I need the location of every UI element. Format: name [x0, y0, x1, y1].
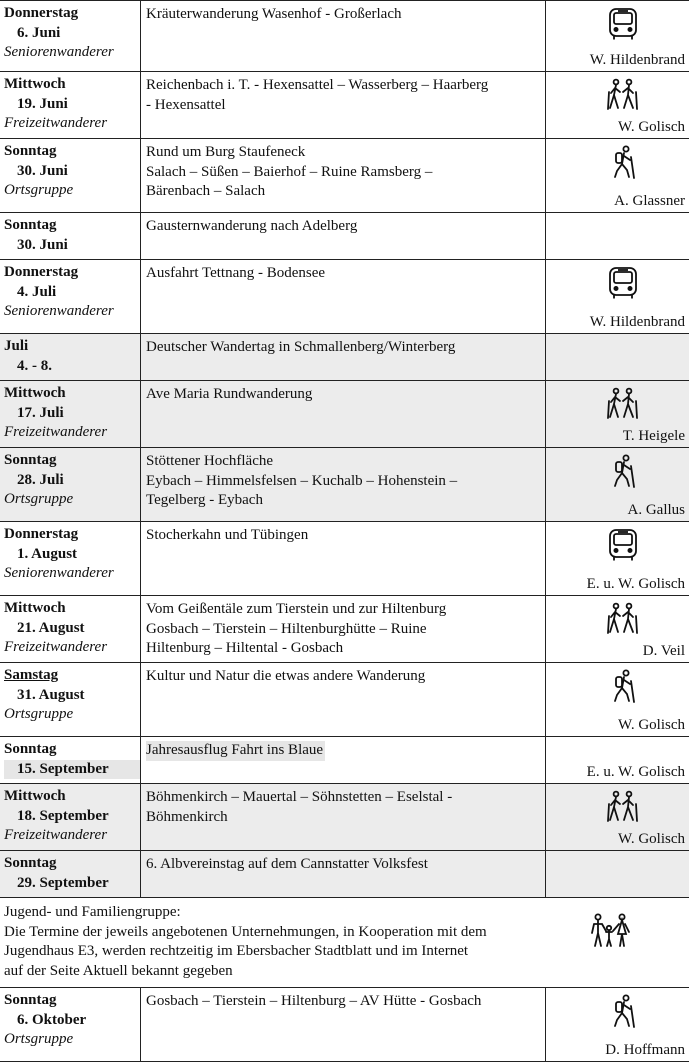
schedule-row [0, 72, 689, 139]
event-date: 6. Juni [17, 24, 61, 41]
date-cell [0, 988, 141, 1061]
leader-cell [546, 663, 689, 736]
route-description [141, 1, 546, 71]
route-description [141, 522, 546, 595]
route-line: Reichenbach i. T. - Hexensattel – Wasserberg – Haarberg [146, 77, 489, 93]
family-text-line: auf der Seite Aktuell bekannt gegeben [4, 962, 233, 979]
event-date: 17. Juli [17, 404, 64, 421]
walking-couple-icon [606, 387, 640, 421]
route-description [141, 663, 546, 736]
hiker-icon [606, 994, 640, 1028]
date-cell [0, 213, 141, 259]
family-group-row [0, 898, 689, 988]
route-line: Gosbach – Tierstein – Hiltenburghütte – Ruine [146, 620, 427, 637]
event-date: 31. August [17, 686, 85, 703]
group-name: Freizeitwanderer [4, 115, 108, 131]
event-date: 30. Juni [17, 162, 68, 179]
leader-cell [546, 213, 689, 259]
route-line: Salach – Süßen – Baierhof – Ruine Ramsberg – [146, 163, 433, 180]
route-line: Vom Geißentäle zum Tierstein und zur Hiltenburg [146, 601, 447, 617]
leader-cell [546, 988, 689, 1061]
tour-leader: D. Veil [642, 643, 685, 659]
leader-cell [546, 1, 689, 71]
route-line: Eybach – Himmelsfelsen – Kuchalb – Hohenstein – [146, 472, 458, 489]
leader-cell [546, 334, 689, 380]
weekday: Juli [4, 338, 29, 354]
leader-cell [546, 522, 689, 595]
event-date: 30. Juni [17, 236, 68, 253]
schedule-row [0, 260, 689, 334]
route-line: Deutscher Wandertag in Schmallenberg/Winterberg [146, 339, 456, 355]
event-date: 21. August [17, 619, 85, 636]
weekday: Sonntag [4, 143, 57, 159]
event-date: 19. Juni [17, 95, 68, 112]
group-name: Seniorenwanderer [4, 303, 114, 319]
schedule-row [0, 448, 689, 522]
weekday: Sonntag [4, 992, 57, 1008]
tour-leader: E. u. W. Golisch [586, 576, 685, 592]
route-description [141, 334, 546, 380]
group-name: Ortsgruppe [4, 182, 74, 198]
family-text-line: Jugendhaus E3, werden rechtzeitig im Ebersbacher Stadtblatt und im Internet [4, 943, 469, 959]
route-line: Kräuterwanderung Wasenhof - Großerlach [146, 6, 402, 22]
leader-cell [546, 139, 689, 212]
hiker-icon [606, 145, 640, 179]
route-description [141, 784, 546, 850]
walking-couple-icon [606, 602, 640, 636]
route-line: 6. Albvereinstag auf dem Cannstatter Volksfest [146, 856, 428, 872]
event-date: 4. - 8. [17, 357, 52, 374]
date-cell [0, 851, 141, 897]
event-date: 15. September [4, 760, 140, 780]
date-cell [0, 596, 141, 662]
route-description [141, 139, 546, 212]
weekday: Mittwoch [4, 385, 66, 401]
leader-cell [546, 260, 689, 333]
family-icon [588, 912, 634, 948]
route-line: Kultur und Natur die etwas andere Wanderung [146, 668, 426, 684]
route-line: Stocherkahn und Tübingen [146, 527, 309, 543]
route-line: Gausternwanderung nach Adelberg [146, 218, 358, 234]
weekday: Mittwoch [4, 76, 66, 92]
route-description [141, 851, 546, 897]
tour-leader: W. Golisch [618, 831, 685, 847]
group-name: Ortsgruppe [4, 1031, 74, 1047]
family-text-line: Jugend- und Familiengruppe: [4, 904, 181, 920]
tour-leader: T. Heigele [622, 428, 685, 444]
date-cell [0, 784, 141, 850]
date-cell [0, 139, 141, 212]
route-line: Böhmenkirch – Mauertal – Söhnstetten – Eselstal - [146, 789, 453, 805]
bus-icon [606, 7, 640, 41]
route-line: Tegelberg - Eybach [146, 492, 263, 508]
tour-leader: A. Gallus [627, 502, 685, 518]
date-cell [0, 381, 141, 447]
route-line: Jahresausflug Fahrt ins Blaue [146, 741, 325, 761]
route-line: Hiltenburg – Hiltental - Gosbach [146, 640, 344, 656]
tour-leader: W. Golisch [618, 119, 685, 135]
tour-leader: A. Glassner [614, 193, 685, 209]
group-name: Freizeitwanderer [4, 827, 108, 843]
bus-icon [606, 528, 640, 562]
event-date: 4. Juli [17, 283, 57, 300]
weekday: Mittwoch [4, 788, 66, 804]
route-line: Ausfahrt Tettnang - Bodensee [146, 265, 326, 281]
route-line: - Hexensattel [146, 96, 226, 113]
schedule-row [0, 213, 689, 260]
leader-cell [546, 784, 689, 850]
schedule-row [0, 381, 689, 448]
weekday: Sonntag [4, 741, 57, 757]
leader-cell [546, 596, 689, 662]
bus-icon [606, 266, 640, 300]
weekday: Donnerstag [4, 264, 79, 280]
schedule-row [0, 596, 689, 663]
schedule-row [0, 988, 689, 1062]
route-description [141, 72, 546, 138]
date-cell [0, 334, 141, 380]
leader-cell [546, 737, 689, 783]
tour-leader: W. Hildenbrand [589, 314, 685, 330]
date-cell [0, 260, 141, 333]
weekday: Sonntag [4, 855, 57, 871]
event-date: 6. Oktober [17, 1011, 87, 1028]
group-name: Freizeitwanderer [4, 639, 108, 655]
schedule-row [0, 851, 689, 898]
tour-leader: W. Golisch [618, 717, 685, 733]
event-date: 18. September [17, 807, 109, 824]
schedule-row [0, 663, 689, 737]
group-name: Ortsgruppe [4, 706, 74, 722]
schedule-row [0, 522, 689, 596]
family-text-line: Die Termine der jeweils angebotenen Unternehmungen, in Kooperation mit dem [4, 923, 487, 940]
tour-leader: D. Hoffmann [605, 1042, 685, 1058]
event-date: 28. Juli [17, 471, 64, 488]
leader-cell [546, 851, 689, 897]
route-line: Gosbach – Tierstein – Hiltenburg – AV Hütte - Gosbach [146, 993, 482, 1009]
date-cell [0, 72, 141, 138]
date-cell [0, 448, 141, 521]
weekday: Donnerstag [4, 526, 79, 542]
schedule-row [0, 334, 689, 381]
hiker-icon [606, 669, 640, 703]
walking-couple-icon [606, 78, 640, 112]
route-description [141, 260, 546, 333]
weekday: Donnerstag [4, 5, 79, 21]
schedule-row [0, 784, 689, 851]
route-line: Stöttener Hochfläche [146, 453, 274, 469]
leader-cell [546, 72, 689, 138]
date-cell [0, 1, 141, 71]
schedule-row [0, 737, 689, 784]
weekday: Mittwoch [4, 600, 66, 616]
leader-cell [546, 381, 689, 447]
weekday: Sonntag [4, 217, 57, 233]
route-line: Böhmenkirch [146, 808, 228, 825]
route-description [141, 381, 546, 447]
schedule-row [0, 0, 689, 72]
date-cell [0, 663, 141, 736]
tour-leader: W. Hildenbrand [589, 52, 685, 68]
route-description [141, 448, 546, 521]
weekday: Samstag [4, 667, 59, 683]
group-name: Seniorenwanderer [4, 565, 114, 581]
route-line: Ave Maria Rundwanderung [146, 386, 313, 402]
route-description [141, 737, 546, 783]
family-group-text [0, 898, 689, 987]
event-date: 29. September [17, 874, 109, 891]
route-description [141, 988, 546, 1061]
group-name: Seniorenwanderer [4, 44, 114, 60]
walking-couple-icon [606, 790, 640, 824]
route-line: Rund um Burg Staufeneck [146, 144, 306, 160]
group-name: Ortsgruppe [4, 491, 74, 507]
group-name: Freizeitwanderer [4, 424, 108, 440]
event-date: 1. August [17, 545, 78, 562]
leader-cell [546, 448, 689, 521]
date-cell [0, 737, 141, 783]
route-line: Bärenbach – Salach [146, 183, 266, 199]
route-description [141, 596, 546, 662]
date-cell [0, 522, 141, 595]
route-description [141, 213, 546, 259]
tour-leader: E. u. W. Golisch [586, 764, 685, 780]
schedule-row [0, 139, 689, 213]
hiker-icon [606, 454, 640, 488]
weekday: Sonntag [4, 452, 57, 468]
